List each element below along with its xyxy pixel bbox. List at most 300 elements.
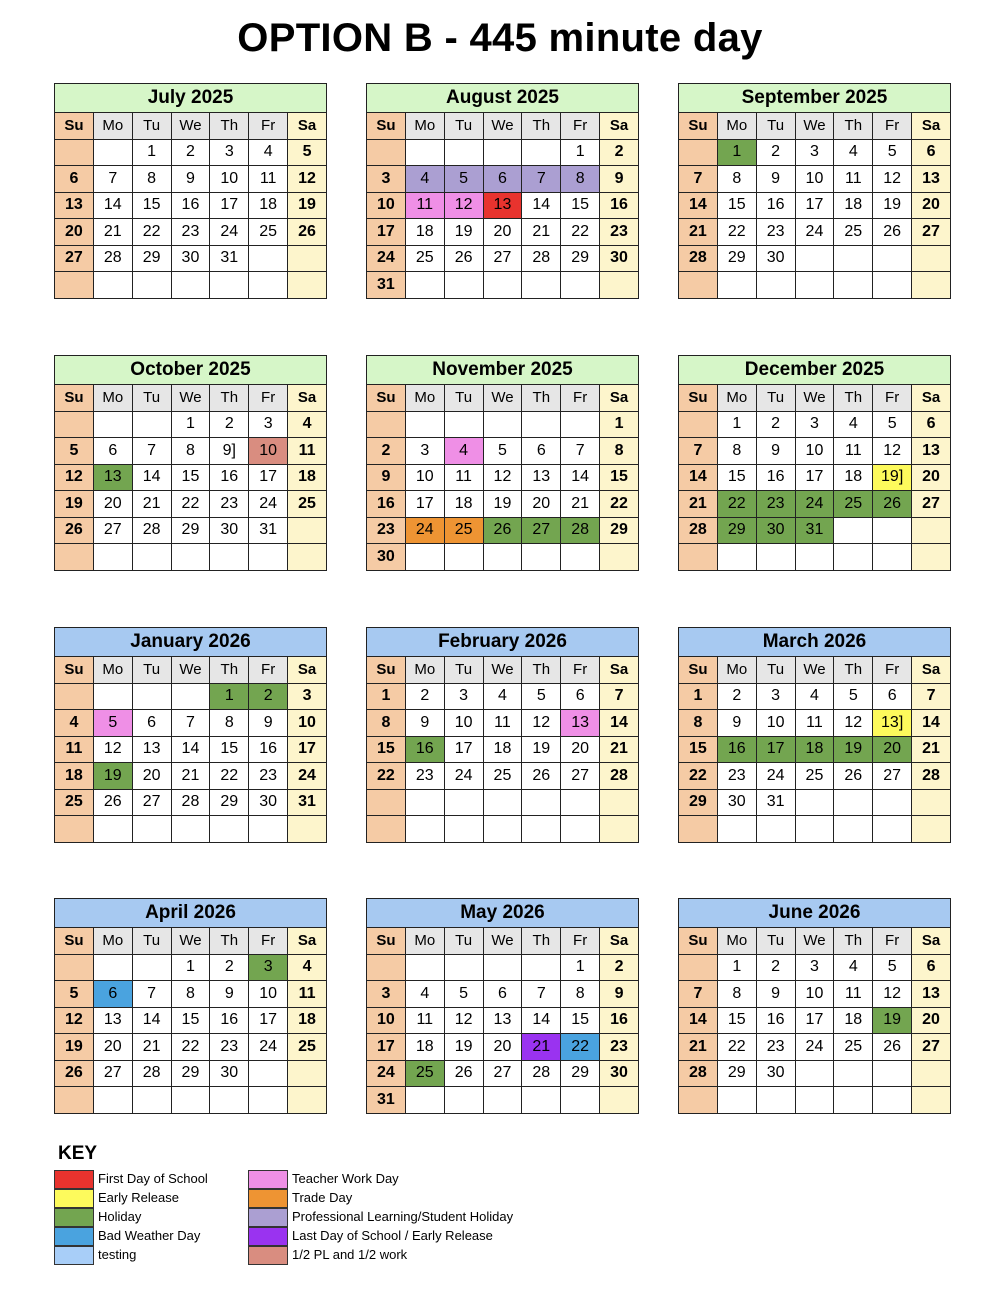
week-row — [55, 438, 327, 465]
weekday-header: Su — [367, 928, 406, 955]
empty-cell — [600, 1087, 639, 1114]
day-cell: 24 — [249, 491, 288, 518]
empty-cell — [444, 139, 483, 166]
weekday-header: Mo — [405, 385, 444, 412]
weekday-header: Sa — [600, 385, 639, 412]
day-cell: 5 — [483, 438, 522, 465]
month-title: October 2025 — [55, 356, 327, 385]
empty-cell — [249, 1060, 288, 1087]
day-cell: 31 — [367, 1087, 406, 1114]
day-cell: 20 — [912, 464, 951, 491]
day-cell: 5 — [522, 683, 561, 710]
day-cell: 27 — [912, 219, 951, 246]
day-cell: 25 — [249, 219, 288, 246]
day-cell: 15 — [679, 736, 718, 763]
day-cell: 21 — [522, 219, 561, 246]
day-cell: 27 — [483, 245, 522, 272]
weekday-header: Su — [55, 385, 94, 412]
empty-cell — [483, 139, 522, 166]
day-cell-holiday: 13 — [93, 464, 132, 491]
day-cell: 23 — [210, 491, 249, 518]
day-cell: 9 — [756, 981, 795, 1008]
empty-cell — [483, 411, 522, 438]
day-cell: 25 — [834, 219, 873, 246]
day-cell: 1 — [171, 954, 210, 981]
day-cell: 4 — [55, 710, 94, 737]
day-cell: 6 — [55, 166, 94, 193]
weekday-header: Th — [834, 657, 873, 684]
empty-cell — [132, 544, 171, 571]
empty-cell — [93, 411, 132, 438]
key-label: Trade Day — [292, 1190, 353, 1205]
week-row — [55, 954, 327, 981]
month-calendar — [54, 355, 327, 571]
weekday-header: We — [483, 928, 522, 955]
month-calendar — [366, 83, 639, 299]
empty-cell — [834, 544, 873, 571]
key-label: Last Day of School / Early Release — [292, 1228, 493, 1243]
empty-cell — [834, 1087, 873, 1114]
empty-cell — [93, 544, 132, 571]
day-cell: 21 — [679, 491, 718, 518]
weekday-header: Sa — [288, 113, 327, 140]
empty-cell — [679, 272, 718, 299]
empty-cell — [367, 816, 406, 843]
day-cell: 26 — [444, 1060, 483, 1087]
week-row — [367, 464, 639, 491]
day-cell: 11 — [55, 736, 94, 763]
day-cell: 22 — [717, 1034, 756, 1061]
day-cell: 8 — [367, 710, 406, 737]
weekday-header: We — [483, 113, 522, 140]
day-cell: 21 — [93, 219, 132, 246]
day-cell: 11 — [795, 710, 834, 737]
weekday-header: Fr — [249, 657, 288, 684]
day-cell: 6 — [561, 683, 600, 710]
day-cell: 22 — [367, 763, 406, 790]
day-cell-holiday: 2 — [249, 683, 288, 710]
weekday-header: Sa — [912, 928, 951, 955]
week-row — [679, 166, 951, 193]
empty-cell — [873, 272, 912, 299]
empty-cell — [249, 544, 288, 571]
weekday-header: Su — [367, 113, 406, 140]
weekday-header: Tu — [756, 928, 795, 955]
weekday-header: Su — [679, 657, 718, 684]
week-row — [367, 245, 639, 272]
month-title: April 2026 — [55, 899, 327, 928]
day-cell: 5 — [55, 438, 94, 465]
day-cell: 12 — [522, 710, 561, 737]
day-cell: 20 — [483, 1034, 522, 1061]
day-cell: 7 — [171, 710, 210, 737]
day-cell: 17 — [367, 1034, 406, 1061]
day-cell: 15 — [717, 464, 756, 491]
weekday-header: Th — [210, 385, 249, 412]
empty-cell — [873, 544, 912, 571]
day-cell: 22 — [210, 763, 249, 790]
day-cell: 26 — [288, 219, 327, 246]
day-cell: 24 — [367, 245, 406, 272]
empty-cell — [717, 544, 756, 571]
week-row — [55, 981, 327, 1008]
weekday-header: Tu — [132, 385, 171, 412]
weekday-header: Su — [55, 928, 94, 955]
empty-cell — [249, 245, 288, 272]
day-cell: 13 — [912, 166, 951, 193]
month-title: December 2025 — [679, 356, 951, 385]
day-cell: 25 — [55, 789, 94, 816]
weekday-header: Fr — [873, 928, 912, 955]
day-cell: 4 — [249, 139, 288, 166]
day-cell: 2 — [717, 683, 756, 710]
week-row — [367, 683, 639, 710]
day-cell: 3 — [367, 166, 406, 193]
day-cell: 10 — [288, 710, 327, 737]
day-cell: 5 — [873, 139, 912, 166]
day-cell: 7 — [679, 981, 718, 1008]
day-cell: 7 — [679, 438, 718, 465]
empty-cell — [912, 1087, 951, 1114]
day-cell: 16 — [756, 1007, 795, 1034]
week-row — [679, 438, 951, 465]
day-cell: 27 — [93, 517, 132, 544]
empty-cell — [55, 272, 94, 299]
empty-cell — [288, 517, 327, 544]
day-cell: 14 — [679, 192, 718, 219]
day-cell-holiday: 23 — [756, 491, 795, 518]
day-cell: 17 — [795, 1007, 834, 1034]
day-cell: 23 — [249, 763, 288, 790]
week-row — [679, 954, 951, 981]
day-cell: 27 — [483, 1060, 522, 1087]
day-cell: 29 — [561, 245, 600, 272]
day-cell: 18 — [249, 192, 288, 219]
day-cell: 10 — [756, 710, 795, 737]
day-cell: 23 — [600, 1034, 639, 1061]
weekday-header: Sa — [912, 657, 951, 684]
weekday-header: Th — [834, 928, 873, 955]
day-cell: 24 — [288, 763, 327, 790]
weekday-header: Su — [55, 113, 94, 140]
day-cell: 14 — [522, 192, 561, 219]
day-cell: 10 — [795, 981, 834, 1008]
weekday-header: We — [795, 928, 834, 955]
weekday-header: Tu — [756, 113, 795, 140]
empty-cell — [483, 789, 522, 816]
day-cell: 29 — [679, 789, 718, 816]
week-row — [55, 192, 327, 219]
day-cell: 10 — [795, 166, 834, 193]
empty-cell — [405, 954, 444, 981]
day-cell: 5 — [873, 954, 912, 981]
empty-cell — [834, 517, 873, 544]
day-cell: 14 — [93, 192, 132, 219]
day-cell: 30 — [171, 245, 210, 272]
day-cell: 26 — [93, 789, 132, 816]
week-row — [55, 763, 327, 790]
day-cell: 8 — [717, 981, 756, 1008]
weekday-header: Su — [55, 657, 94, 684]
day-cell: 30 — [367, 544, 406, 571]
day-cell-holiday: 1 — [717, 139, 756, 166]
key-swatch — [248, 1170, 288, 1189]
week-row — [55, 544, 327, 571]
month-title: March 2026 — [679, 628, 951, 657]
day-cell: 11 — [405, 1007, 444, 1034]
empty-cell — [795, 1087, 834, 1114]
empty-cell — [444, 272, 483, 299]
day-cell: 20 — [561, 736, 600, 763]
day-cell: 4 — [288, 954, 327, 981]
day-cell: 15 — [171, 1007, 210, 1034]
day-cell: 25 — [288, 491, 327, 518]
day-cell: 21 — [912, 736, 951, 763]
day-cell: 13 — [912, 438, 951, 465]
day-cell: 16 — [600, 1007, 639, 1034]
day-cell: 30 — [210, 1060, 249, 1087]
day-cell: 18 — [834, 464, 873, 491]
day-cell: 22 — [171, 1034, 210, 1061]
week-row — [367, 411, 639, 438]
day-cell: 6 — [873, 683, 912, 710]
day-cell: 30 — [756, 1060, 795, 1087]
month-calendar — [54, 627, 327, 843]
day-cell-first: 13 — [483, 192, 522, 219]
week-row — [679, 710, 951, 737]
day-cell: 15 — [171, 464, 210, 491]
day-cell-holiday: 26 — [483, 517, 522, 544]
day-cell: 24 — [210, 219, 249, 246]
day-cell: 5 — [873, 411, 912, 438]
day-cell: 3 — [367, 981, 406, 1008]
key-label: Teacher Work Day — [292, 1171, 399, 1186]
weekday-header: We — [795, 113, 834, 140]
day-cell: 13 — [93, 1007, 132, 1034]
day-cell: 27 — [912, 491, 951, 518]
day-cell: 8 — [717, 166, 756, 193]
empty-cell — [834, 1060, 873, 1087]
key-label: First Day of School — [98, 1171, 208, 1186]
week-row — [679, 763, 951, 790]
week-row — [55, 491, 327, 518]
day-cell: 7 — [132, 981, 171, 1008]
week-row — [55, 683, 327, 710]
day-cell: 12 — [483, 464, 522, 491]
day-cell: 25 — [288, 1034, 327, 1061]
empty-cell — [756, 816, 795, 843]
empty-cell — [288, 272, 327, 299]
empty-cell — [834, 789, 873, 816]
day-cell: 14 — [132, 1007, 171, 1034]
day-cell-bad: 6 — [93, 981, 132, 1008]
day-cell: 19 — [444, 219, 483, 246]
empty-cell — [795, 789, 834, 816]
day-cell: 11 — [834, 166, 873, 193]
day-cell: 4 — [834, 411, 873, 438]
day-cell: 23 — [717, 763, 756, 790]
day-cell: 11 — [249, 166, 288, 193]
weekday-header: Su — [367, 657, 406, 684]
day-cell-holiday: 30 — [756, 517, 795, 544]
day-cell: 28 — [912, 763, 951, 790]
day-cell: 24 — [444, 763, 483, 790]
day-cell: 5 — [834, 683, 873, 710]
empty-cell — [444, 1087, 483, 1114]
week-row — [679, 1007, 951, 1034]
week-row — [679, 981, 951, 1008]
day-cell: 5 — [288, 139, 327, 166]
empty-cell — [561, 272, 600, 299]
day-cell: 3 — [795, 954, 834, 981]
day-cell: 13 — [132, 736, 171, 763]
week-row — [367, 272, 639, 299]
empty-cell — [561, 411, 600, 438]
empty-cell — [561, 544, 600, 571]
day-cell: 2 — [756, 139, 795, 166]
month-calendar — [678, 355, 951, 571]
empty-cell — [405, 544, 444, 571]
day-cell-holiday: 19 — [93, 763, 132, 790]
day-cell: 17 — [367, 219, 406, 246]
day-cell: 22 — [171, 491, 210, 518]
day-cell: 18 — [834, 192, 873, 219]
day-cell: 6 — [93, 438, 132, 465]
key-label: testing — [98, 1247, 137, 1262]
day-cell: 17 — [249, 1007, 288, 1034]
week-row — [55, 1034, 327, 1061]
day-cell: 9 — [756, 438, 795, 465]
day-cell-holiday: 1 — [210, 683, 249, 710]
day-cell: 4 — [288, 411, 327, 438]
empty-cell — [679, 1087, 718, 1114]
empty-cell — [444, 411, 483, 438]
empty-cell — [405, 411, 444, 438]
empty-cell — [210, 1087, 249, 1114]
day-cell-bad: 22 — [561, 1034, 600, 1061]
key-swatch — [54, 1189, 94, 1208]
day-cell: 13 — [912, 981, 951, 1008]
day-cell: 12 — [873, 166, 912, 193]
day-cell: 10 — [405, 464, 444, 491]
week-row — [367, 438, 639, 465]
weekday-header: Th — [522, 928, 561, 955]
week-row — [55, 736, 327, 763]
day-cell-teacher: 4 — [444, 438, 483, 465]
key-label: Professional Learning/Student Holiday — [292, 1209, 514, 1224]
day-cell: 14 — [679, 464, 718, 491]
key-swatch — [248, 1246, 288, 1265]
day-cell: 9 — [367, 464, 406, 491]
day-cell: 9] — [210, 438, 249, 465]
month-title: February 2026 — [367, 628, 639, 657]
day-cell: 21 — [679, 1034, 718, 1061]
day-cell: 14 — [600, 710, 639, 737]
empty-cell — [288, 1060, 327, 1087]
weekday-header: Tu — [132, 113, 171, 140]
empty-cell — [210, 272, 249, 299]
weekday-header: Fr — [873, 385, 912, 412]
empty-cell — [522, 544, 561, 571]
day-cell-pl: 7 — [522, 166, 561, 193]
month-title: August 2025 — [367, 84, 639, 113]
day-cell: 28 — [679, 1060, 718, 1087]
key-swatch — [248, 1208, 288, 1227]
weekday-header: We — [795, 657, 834, 684]
day-cell: 5 — [444, 981, 483, 1008]
week-row — [679, 464, 951, 491]
empty-cell — [210, 816, 249, 843]
day-cell-pl: 4 — [405, 166, 444, 193]
day-cell: 6 — [483, 981, 522, 1008]
weekday-header: Mo — [93, 113, 132, 140]
day-cell: 26 — [444, 245, 483, 272]
day-cell: 15 — [210, 736, 249, 763]
day-cell-teacher: 11 — [405, 192, 444, 219]
day-cell: 29 — [171, 1060, 210, 1087]
day-cell: 19 — [483, 491, 522, 518]
weekday-header: Mo — [717, 385, 756, 412]
week-row — [367, 166, 639, 193]
empty-cell — [367, 411, 406, 438]
week-row — [679, 544, 951, 571]
day-cell: 23 — [171, 219, 210, 246]
empty-cell — [483, 816, 522, 843]
day-cell: 18 — [483, 736, 522, 763]
week-row — [679, 245, 951, 272]
day-cell: 8 — [717, 438, 756, 465]
week-row — [679, 272, 951, 299]
week-row — [367, 816, 639, 843]
empty-cell — [171, 683, 210, 710]
day-cell: 18 — [288, 1007, 327, 1034]
day-cell: 20 — [912, 1007, 951, 1034]
day-cell: 16 — [210, 1007, 249, 1034]
empty-cell — [249, 1087, 288, 1114]
empty-cell — [522, 272, 561, 299]
day-cell: 30 — [717, 789, 756, 816]
day-cell: 28 — [679, 245, 718, 272]
day-cell: 16 — [756, 464, 795, 491]
day-cell: 20 — [132, 763, 171, 790]
week-row — [367, 736, 639, 763]
week-row — [367, 192, 639, 219]
day-cell-half: 10 — [249, 438, 288, 465]
weekday-header: Su — [679, 385, 718, 412]
day-cell: 14 — [561, 464, 600, 491]
day-cell: 13 — [55, 192, 94, 219]
day-cell: 1 — [717, 954, 756, 981]
weekday-header: We — [171, 657, 210, 684]
day-cell-trade: 24 — [405, 517, 444, 544]
weekday-header: Mo — [717, 928, 756, 955]
day-cell: 21 — [132, 491, 171, 518]
day-cell: 7 — [912, 683, 951, 710]
empty-cell — [132, 411, 171, 438]
day-cell: 26 — [873, 1034, 912, 1061]
day-cell: 10 — [367, 192, 406, 219]
day-cell: 3 — [210, 139, 249, 166]
day-cell: 25 — [834, 1034, 873, 1061]
day-cell: 16 — [249, 736, 288, 763]
day-cell: 9 — [210, 981, 249, 1008]
day-cell: 8 — [561, 981, 600, 1008]
empty-cell — [717, 1087, 756, 1114]
week-row — [367, 491, 639, 518]
weekday-header: Sa — [912, 113, 951, 140]
day-cell: 17 — [249, 464, 288, 491]
day-cell-holiday: 3 — [249, 954, 288, 981]
